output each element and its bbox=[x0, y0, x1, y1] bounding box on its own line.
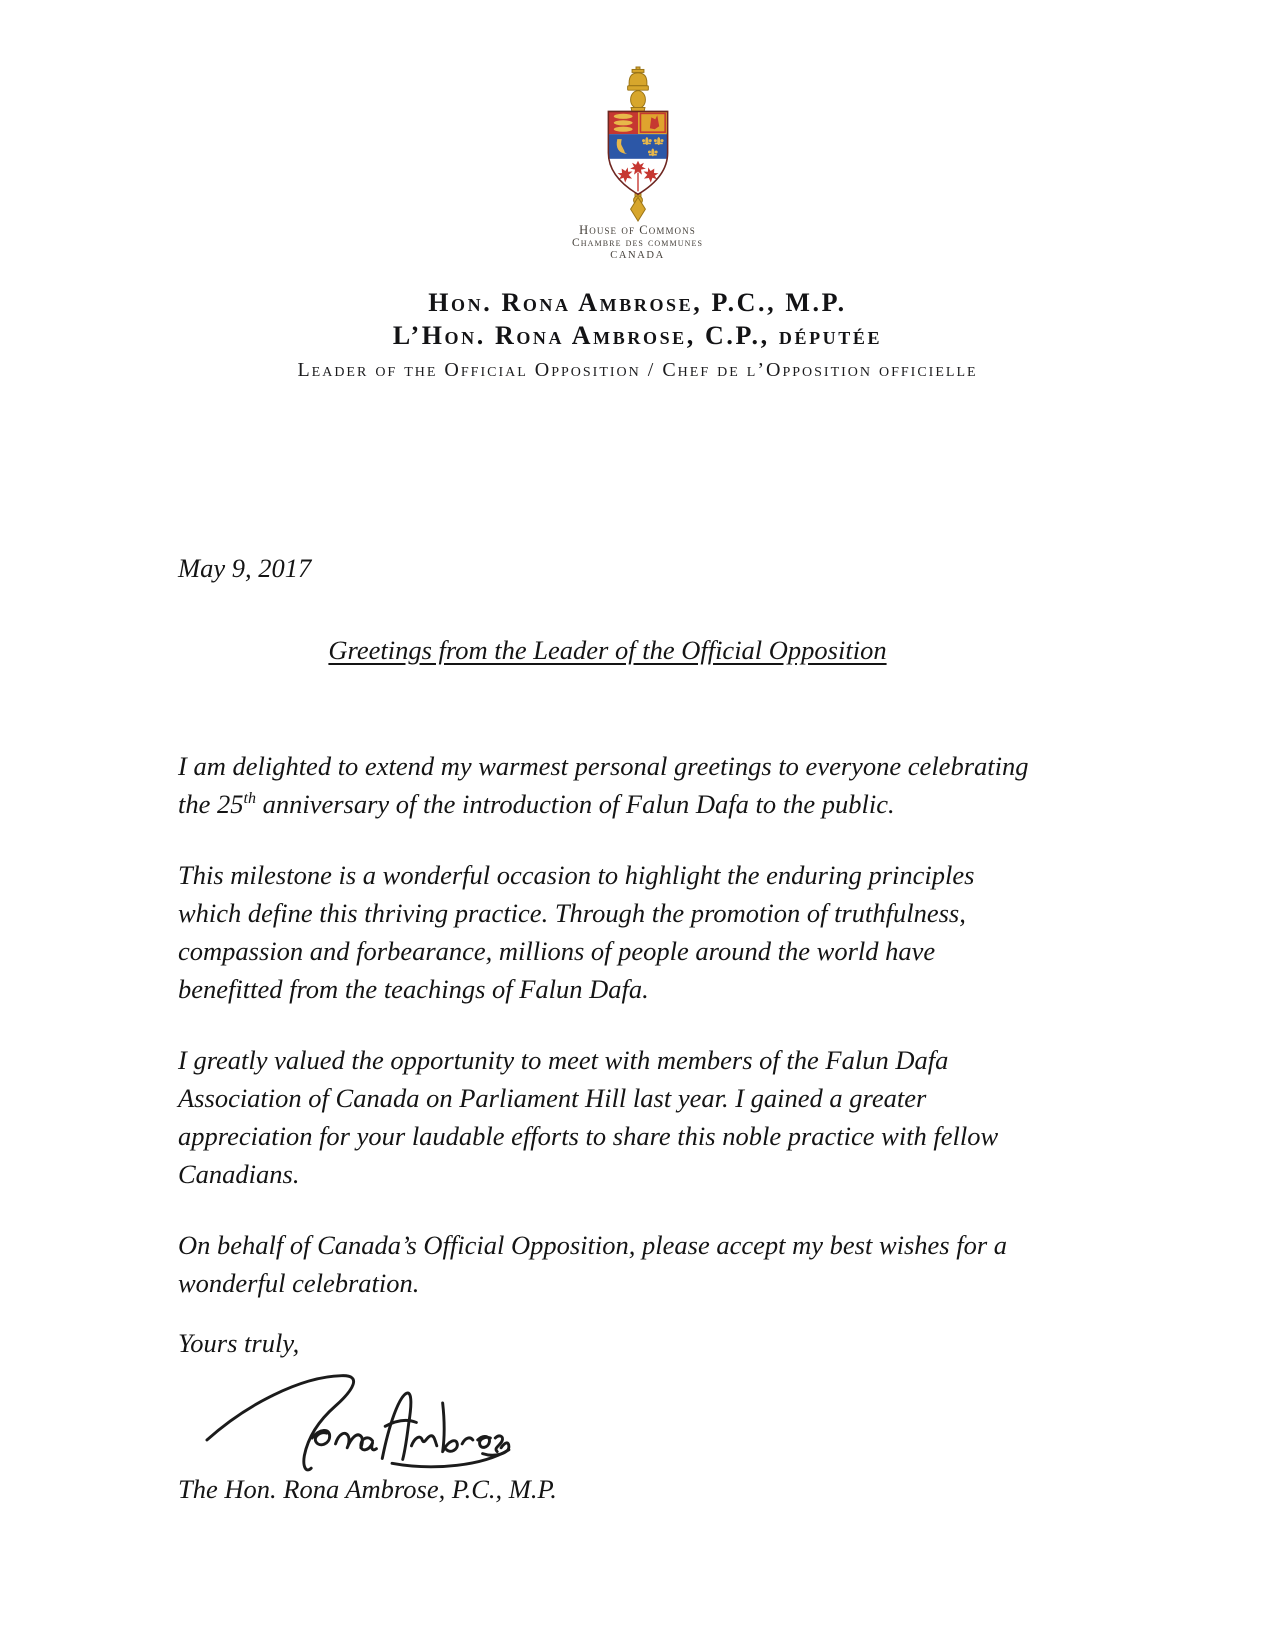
org-name-fr: Chambre des communes bbox=[572, 237, 703, 249]
letter-date: May 9, 2017 bbox=[178, 553, 312, 583]
house-of-commons-crest-icon bbox=[592, 66, 684, 222]
sender-name-fr: L’Hon. Rona Ambrose, C.P., députée bbox=[392, 321, 883, 350]
ordinal-suffix: th bbox=[243, 790, 256, 808]
letter-body bbox=[0, 549, 1275, 1508]
shield-icon bbox=[608, 111, 667, 196]
paragraph-1 bbox=[178, 747, 1037, 823]
letterhead bbox=[0, 0, 1275, 383]
letter-heading: Greetings from the Leader of the Official Opposition bbox=[328, 635, 887, 665]
sender-name-block bbox=[0, 286, 1275, 383]
org-name-en: House of Commons bbox=[579, 223, 696, 237]
org-country: CANADA bbox=[610, 250, 665, 261]
paragraph-4: On behalf of Canada’s Official Opposition, please accept my best wishes for a wonderful celebration. bbox=[178, 1230, 1008, 1298]
sender-title-bilingual: Leader of the Official Opposition / Chef de l’Opposition officielle bbox=[297, 359, 978, 381]
paragraph-3: I greatly valued the opportunity to meet with members of the Falun Dafa Association of Canada on Parliament Hill last year. I gained a greater appreciation for your laudable efforts to share this noble practice with fellow Canadians. bbox=[178, 1045, 999, 1189]
typed-signature-name: The Hon. Rona Ambrose, P.C., M.P. bbox=[178, 1474, 557, 1504]
sender-name-en: Hon. Rona Ambrose, P.C., M.P. bbox=[428, 288, 847, 317]
paragraph-1-text-before: I am delighted to extend my warmest personal greetings to everyone celebrating the 25 bbox=[178, 751, 1029, 819]
paragraph-2: This milestone is a wonderful occasion to highlight the enduring principles which define this thriving practice. Through the promotion of truthfulness, compassion and forbearance, millions of people around the world have benefitted from the teachings of Falun Dafa. bbox=[178, 860, 975, 1004]
closing-salutation: Yours truly, bbox=[178, 1328, 300, 1358]
handwritten-signature bbox=[190, 1364, 520, 1476]
paragraph-1-text-after: anniversary of the introduction of Falun Dafa to the public. bbox=[255, 789, 895, 819]
